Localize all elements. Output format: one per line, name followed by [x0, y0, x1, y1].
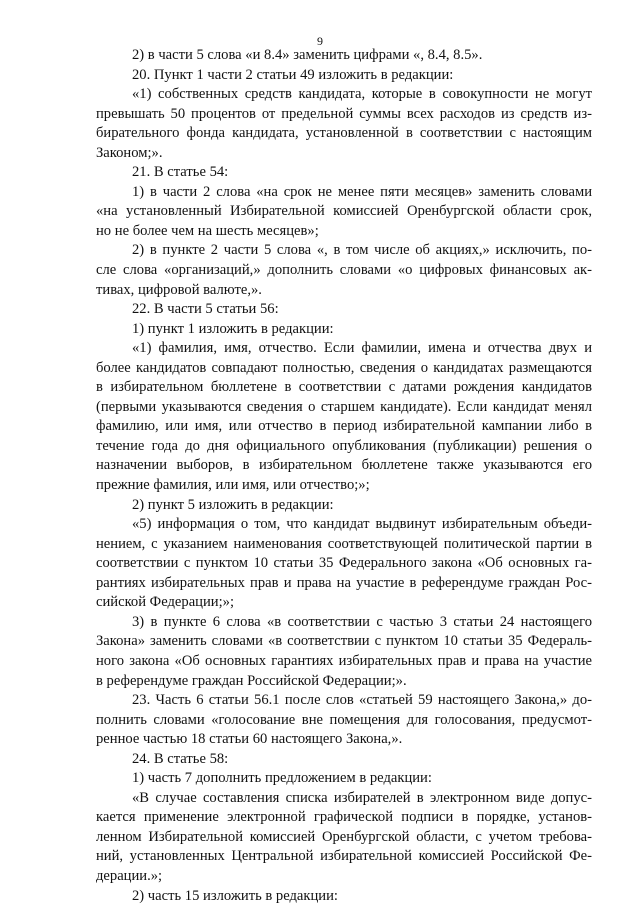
paragraph	[96, 339, 592, 495]
page-number: 9	[317, 34, 323, 48]
text-line: 20. Пункт 1 части 2 статьи 49 изложить в редакции:	[132, 66, 454, 83]
text-line: «1) собственных средств кандидата, которые в совокупности не могут	[132, 86, 592, 103]
text-line: фамилию, или имя, или отчество в период избирательной кампании либо в	[96, 418, 592, 435]
text-line: 2) в части 5 слова «и 8.4» заменить цифрами «, 8.4, 8.5».	[132, 47, 483, 63]
text-line: рантиях избирательных прав и права на участие в референдуме граждан Рос-	[96, 574, 592, 591]
text-line: 23. Часть 6 статьи 56.1 после слов «статьей 59 настоящего Закона,» до-	[132, 692, 592, 709]
text-line: бирательного фонда кандидата, установленной в соответствии с настоящим	[96, 125, 592, 142]
paragraph	[96, 163, 592, 183]
paragraph	[96, 750, 592, 770]
text-line: 1) пункт 1 изложить в редакции:	[132, 320, 334, 337]
paragraph	[96, 85, 592, 163]
text-line: превышать 50 процентов от предельной суммы всех расходов из средств из-	[96, 105, 592, 122]
text-line: «1) фамилия, имя, отчество. Если фамилии, имена и отчества двух и	[132, 340, 592, 357]
text-line: ленном Избирательной комиссией Оренбургской области, с учетом требова-	[96, 828, 592, 845]
text-line: Закона» заменить словами «в соответствии с пунктом 10 статьи 35 Федераль-	[96, 633, 592, 650]
paragraph	[96, 300, 592, 320]
paragraph	[96, 515, 592, 613]
document-body	[96, 46, 592, 906]
text-line: «на установленный Избирательной комиссией Оренбургской области срок,	[96, 203, 592, 220]
text-line: 2) пункт 5 изложить в редакции:	[132, 496, 334, 513]
text-line: прежние фамилия, или имя, или отчество;»;	[96, 477, 370, 494]
text-line: сле слова «организаций,» дополнить словами «о цифровых финансовых ак-	[96, 262, 592, 279]
text-line: 2) часть 15 изложить в редакции:	[132, 887, 338, 904]
paragraph	[96, 46, 592, 66]
text-line: (первыми указываются сведения о старшем кандидате). Если кандидат менял	[96, 398, 592, 415]
paragraph	[96, 183, 592, 242]
text-line: Законом;».	[96, 144, 163, 161]
text-line: ного закона «Об основных гарантиях избирательных прав и права на участие	[96, 652, 592, 669]
paragraph	[96, 769, 592, 789]
paragraph	[96, 613, 592, 691]
text-line: полнить словами «голосование вне помещения для голосования, предусмот-	[96, 711, 592, 728]
text-line: кается применение электронной графической подписи в порядке, установ-	[96, 809, 592, 826]
text-line: 21. В статье 54:	[132, 164, 229, 181]
text-line: 22. В части 5 статьи 56:	[132, 301, 279, 318]
text-line: более кандидатов совпадают полностью, сведения о кандидатах размещаются	[96, 359, 592, 376]
text-line: 24. В статье 58:	[132, 750, 229, 767]
paragraph	[96, 887, 592, 906]
text-line: соответствии с пунктом 10 статьи 35 Федерального закона «Об основных га-	[96, 555, 592, 572]
text-line: нением, с указанием наименования соответствующей политической партии в	[96, 535, 592, 552]
text-line: «В случае составления списка избирателей в электронном виде допус-	[132, 789, 592, 806]
paragraph	[96, 496, 592, 516]
text-line: течение года до дня официального опубликования (публикации) решения о	[96, 437, 592, 454]
text-line: тивах, цифровой валюте,».	[96, 281, 262, 298]
text-line: в избирательном бюллетене в соответствии с датами рождения кандидатов	[96, 379, 592, 396]
text-line: сийской Федерации;»;	[96, 594, 235, 611]
text-line: 2) в пункте 2 части 5 слова «, в том числе об акциях,» исключить, по-	[132, 242, 592, 259]
text-line: «5) информация о том, что кандидат выдвинут избирательным объеди-	[132, 516, 592, 533]
text-line: ренное частью 18 статьи 60 настоящего Закона,».	[96, 731, 403, 748]
text-line: дерации.»;	[96, 867, 163, 884]
text-line: 1) в части 2 слова «на срок не менее пяти месяцев» заменить словами	[132, 183, 592, 200]
text-line: но не более чем на шесть месяцев»;	[96, 222, 319, 239]
paragraph	[96, 691, 592, 750]
text-line: в референдуме граждан Российской Федерации;».	[96, 672, 407, 689]
paragraph	[96, 789, 592, 887]
text-line: 1) часть 7 дополнить предложением в редакции:	[132, 770, 432, 787]
paragraph	[96, 241, 592, 300]
text-line: назначении выборов, в избирательном бюллетене также указываются его	[96, 457, 592, 474]
text-line: ний, установленных Центральной избирательной комиссией Российской Фе-	[96, 848, 592, 865]
paragraph	[96, 66, 592, 86]
text-line: 3) в пункте 6 слова «в соответствии с частью 3 статьи 24 настоящего	[132, 613, 592, 630]
paragraph	[96, 320, 592, 340]
